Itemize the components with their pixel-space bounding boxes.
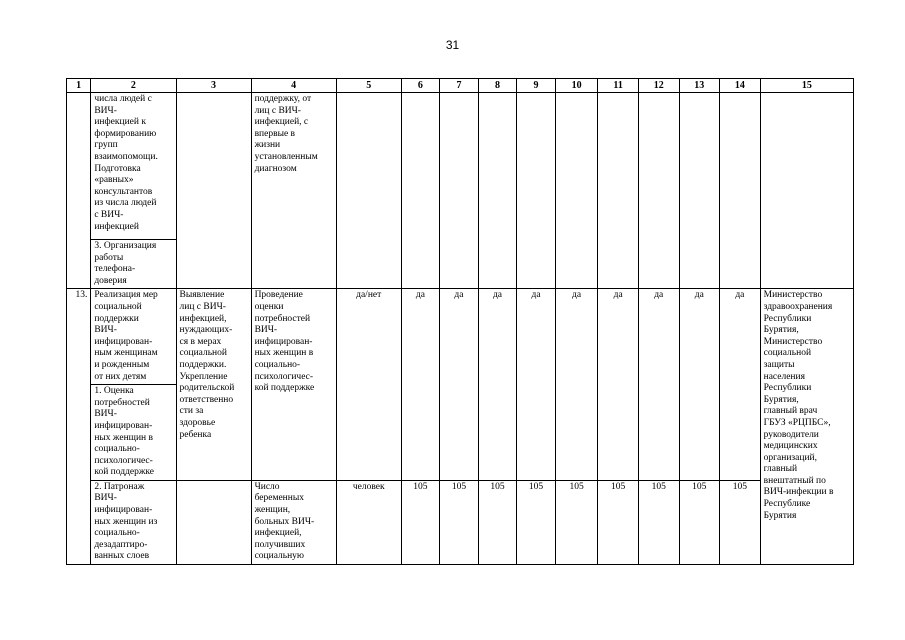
table-cell xyxy=(176,93,251,289)
table-cell xyxy=(760,93,853,289)
unit-cell: да/нет xyxy=(336,289,401,481)
header-cell: 7 xyxy=(440,79,479,93)
table-cell xyxy=(91,289,176,385)
table-cell xyxy=(91,385,176,481)
table-row xyxy=(67,289,854,385)
header-cell: 5 xyxy=(336,79,401,93)
table-cell xyxy=(251,93,336,289)
header-cell: 12 xyxy=(638,79,679,93)
header-cell: 11 xyxy=(598,79,639,93)
table-row xyxy=(67,480,854,564)
cell-text: 3. Организация работы телефона- доверия xyxy=(94,241,157,286)
table-cell xyxy=(91,240,176,289)
header-cell: 9 xyxy=(517,79,556,93)
header-cell: 14 xyxy=(720,79,761,93)
value-cell: 105 xyxy=(598,480,639,564)
table-cell xyxy=(720,93,761,289)
responsible-cell xyxy=(760,289,853,565)
header-cell: 3 xyxy=(176,79,251,93)
header-cell: 1 xyxy=(67,79,91,93)
header-row xyxy=(67,79,854,93)
table-cell xyxy=(440,93,479,289)
table-cell xyxy=(555,93,598,289)
table-cell xyxy=(638,93,679,289)
table-cell xyxy=(176,480,251,564)
cell-text: поддержку, от лиц с ВИЧ- инфекцией, с впервые в жизни установленным диагнозом xyxy=(254,94,318,174)
table-cell xyxy=(679,93,720,289)
header-cell: 15 xyxy=(760,79,853,93)
cell-text: 2. Патронаж ВИЧ- инфицирован- ных женщин из социально- дезадаптиро- ванных слоев xyxy=(94,481,158,562)
cell-text: Проведение оценки потребностей ВИЧ- инфицирован- ных женщин в социально- психологичес- кой поддержке xyxy=(254,290,315,394)
table-cell xyxy=(401,93,440,289)
header-cell: 4 xyxy=(251,79,336,93)
value-cell: 105 xyxy=(679,480,720,564)
table-cell xyxy=(598,93,639,289)
cell-text: Число беременных женщин, больных ВИЧ- инфекцией, получивших социальную xyxy=(254,481,315,562)
value-cell: да xyxy=(478,289,517,481)
header-cell: 8 xyxy=(478,79,517,93)
value-cell: 105 xyxy=(638,480,679,564)
table-cell xyxy=(251,289,336,481)
page-number: 31 xyxy=(445,38,460,52)
row-number: 13. xyxy=(67,289,91,565)
value-cell: 105 xyxy=(401,480,440,564)
value-cell: да xyxy=(555,289,598,481)
value-cell: да xyxy=(720,289,761,481)
header-cell: 6 xyxy=(401,79,440,93)
table-cell xyxy=(478,93,517,289)
value-cell: да xyxy=(401,289,440,481)
table-cell xyxy=(176,289,251,481)
unit-cell: человек xyxy=(336,480,401,564)
header-cell: 10 xyxy=(555,79,598,93)
table-cell xyxy=(91,480,176,564)
table-cell xyxy=(517,93,556,289)
header-cell: 2 xyxy=(91,79,176,93)
value-cell: 105 xyxy=(517,480,556,564)
cell-text: 1. Оценка потребностей ВИЧ- инфицирован- ных женщин в социально- психологичес- кой поддержке xyxy=(94,386,155,478)
value-cell: да xyxy=(638,289,679,481)
value-cell: 105 xyxy=(478,480,517,564)
cell-text: числа людей с ВИЧ- инфекцией к формированию групп взаимопомощи. Подготовка «равных» консультантов из числа людей с ВИЧ- инфекцией xyxy=(94,94,158,232)
value-cell: 105 xyxy=(720,480,761,564)
program-table xyxy=(66,78,854,565)
table-cell xyxy=(67,93,91,289)
table-cell xyxy=(336,93,401,289)
cell-text: Министерство здравоохранения Республики Бурятия, Министерство социальной защиты населения Республики Бурятия, главный врач ГБУЗ «РЦПБС», руководители медицинских организаций, главный внештатный по ВИЧ-инфекции в Республике Бурятия xyxy=(763,290,834,521)
table-cell xyxy=(251,480,336,564)
header-cell: 13 xyxy=(679,79,720,93)
value-cell: да xyxy=(440,289,479,481)
value-cell: 105 xyxy=(440,480,479,564)
value-cell: да xyxy=(598,289,639,481)
table-row xyxy=(67,93,854,240)
value-cell: 105 xyxy=(555,480,598,564)
cell-text: Реализация мер социальной поддержки ВИЧ- инфицирован- ным женщинам и рожденным от них детям xyxy=(94,290,158,382)
table-cell xyxy=(91,93,176,240)
value-cell: да xyxy=(517,289,556,481)
cell-text: Выявление лиц с ВИЧ- инфекцией, нуждающих- ся в мерах социальной поддержки. Укрепление родительской ответственно сти за здоровье ребенка xyxy=(179,290,235,440)
value-cell: да xyxy=(679,289,720,481)
